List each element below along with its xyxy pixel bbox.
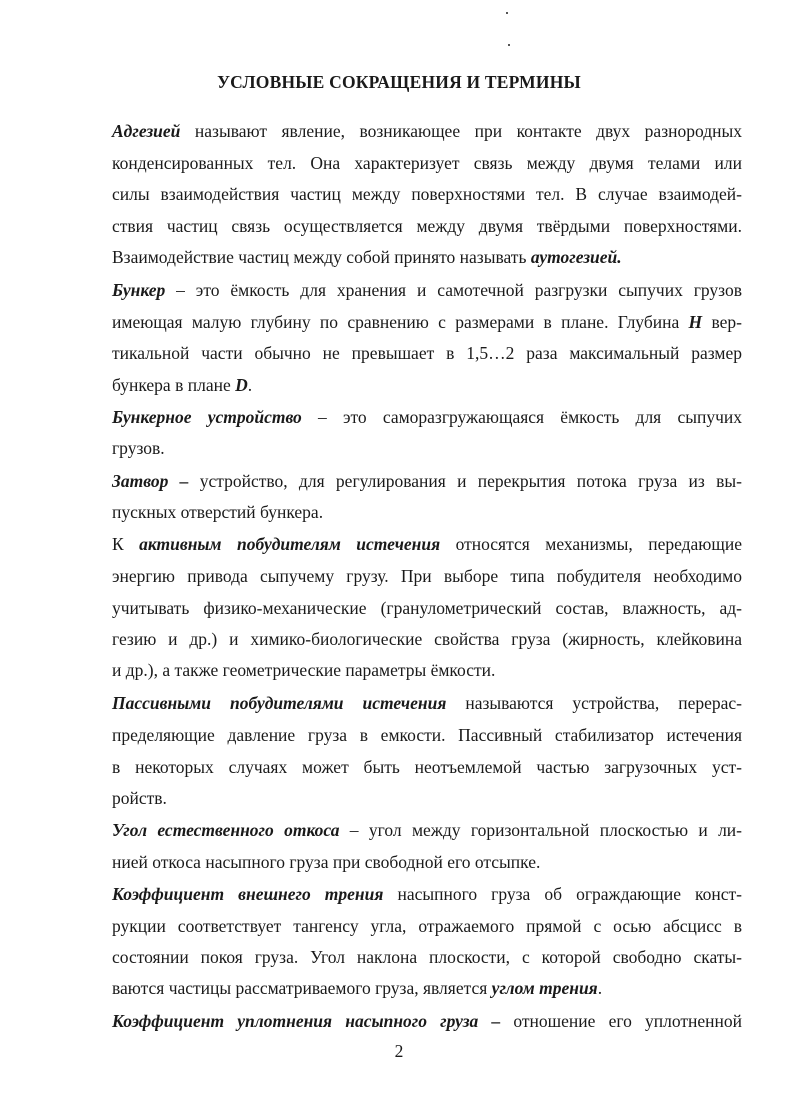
text-line [112, 245, 742, 269]
term: Угол естественного откоса [112, 820, 340, 840]
term: Затвор – [112, 471, 189, 491]
term: Бункерное устройство [112, 407, 302, 427]
text-run: насыпного груза об ограждающие конст- [383, 884, 743, 904]
scan-speck [508, 44, 510, 46]
text-run: учитывать физико-механические (гранулометрический состав, влажность, ад- [112, 598, 742, 618]
text-run: называются устройства, перерас- [446, 693, 742, 713]
text-run: ваются частицы рассматриваемого груза, является [112, 978, 492, 998]
term: H [688, 312, 703, 332]
text-line [112, 182, 742, 206]
text-line [112, 310, 742, 334]
text-run: пределяющие давление груза в емкости. Пассивный стабилизатор истечения [112, 725, 742, 745]
text-run: нией откоса насыпного груза при свободной его отсыпке. [112, 852, 541, 872]
text-line [112, 596, 742, 620]
text-line [112, 658, 742, 682]
text-line [112, 373, 742, 397]
term: Коэффициент внешнего трения [112, 884, 384, 904]
text-run: рукции соответствует тангенсу угла, отражаемого прямой с осью абсцисс в [112, 916, 742, 936]
text-run: ройств. [112, 788, 167, 808]
text-run: – угол между горизонтальной плоскостью и ли- [339, 820, 742, 840]
text-line [112, 436, 742, 460]
page-number: 2 [394, 1041, 404, 1061]
text-line [112, 818, 742, 842]
text-run: грузов. [112, 438, 165, 458]
text-run: отношение его уплотненной [500, 1011, 742, 1031]
text-run: относятся механизмы, передающие [440, 534, 742, 554]
text-line [112, 914, 742, 938]
text-line [112, 214, 742, 238]
text-run: и др.), а также геометрические параметры ёмкости. [112, 660, 496, 680]
text-line [112, 341, 742, 365]
term: Пассивными побудителями истечения [112, 693, 447, 713]
text-line [112, 786, 742, 810]
term: Бункер [112, 280, 166, 300]
text-line [112, 723, 742, 747]
text-line [112, 500, 742, 524]
text-run: в некоторых случаях может быть неотъемлемой частью загрузочных уст- [112, 757, 742, 777]
term: активным побудителям истечения [139, 534, 441, 554]
text-run: . [597, 978, 603, 998]
text-run: К [112, 534, 140, 554]
term: Адгезией [112, 121, 181, 141]
text-line [112, 976, 742, 1000]
text-line [112, 405, 742, 429]
text-run: Взаимодействие частиц между собой принято называть [112, 247, 531, 267]
text-run: тикальной части обычно не превышает в 1,5…2 раза максимальный размер [112, 343, 742, 363]
text-line [112, 469, 742, 493]
text-run: гезию и др.) и химико-биологические свойства груза (жирность, клейковина [112, 629, 742, 649]
text-run: силы взаимодействия частиц между поверхностями тел. В случае взаимодей- [112, 184, 742, 204]
text-line [112, 532, 742, 556]
text-line [112, 691, 742, 715]
text-line [112, 882, 742, 906]
text-run: бункера в плане [112, 375, 236, 395]
term: углом трения [491, 978, 598, 998]
text-line [112, 627, 742, 651]
scan-speck [506, 12, 508, 14]
text-run: энергию привода сыпучему грузу. При выборе типа побудителя необходимо [112, 566, 742, 586]
page-title: УСЛОВНЫЕ СОКРАЩЕНИЯ И ТЕРМИНЫ [217, 72, 581, 92]
term: D [235, 375, 248, 395]
text-run: состоянии покоя груза. Угол наклона плоскости, с которой свободно скаты- [112, 947, 742, 967]
text-line [112, 755, 742, 779]
text-line [112, 1009, 742, 1033]
text-run: – это ёмкость для хранения и самотечной разгрузки сыпучих грузов [165, 280, 742, 300]
term: Коэффициент уплотнения насыпного груза – [112, 1011, 501, 1031]
text-run: – это саморазгружающаяся ёмкость для сыпучих [301, 407, 742, 427]
text-run: пускных отверстий бункера. [112, 502, 324, 522]
text-line [112, 119, 742, 143]
text-run: называют явление, возникающее при контакте двух разнородных [180, 121, 742, 141]
text-line [112, 278, 742, 302]
text-run: вер- [702, 312, 742, 332]
text-run: . [247, 375, 253, 395]
text-line [112, 151, 742, 175]
text-line [112, 945, 742, 969]
text-run: ствия частиц связь осуществляется между двумя твёрдыми поверхностями. [112, 216, 742, 236]
text-line [112, 564, 742, 588]
text-run: устройство, для регулирования и перекрытия потока груза из вы- [188, 471, 742, 491]
text-line [112, 850, 742, 874]
term: аутогезией. [530, 247, 622, 267]
text-run: имеющая малую глубину по сравнению с размерами в плане. Глубина [112, 312, 689, 332]
text-run: конденсированных тел. Она характеризует связь между двумя телами или [112, 153, 742, 173]
